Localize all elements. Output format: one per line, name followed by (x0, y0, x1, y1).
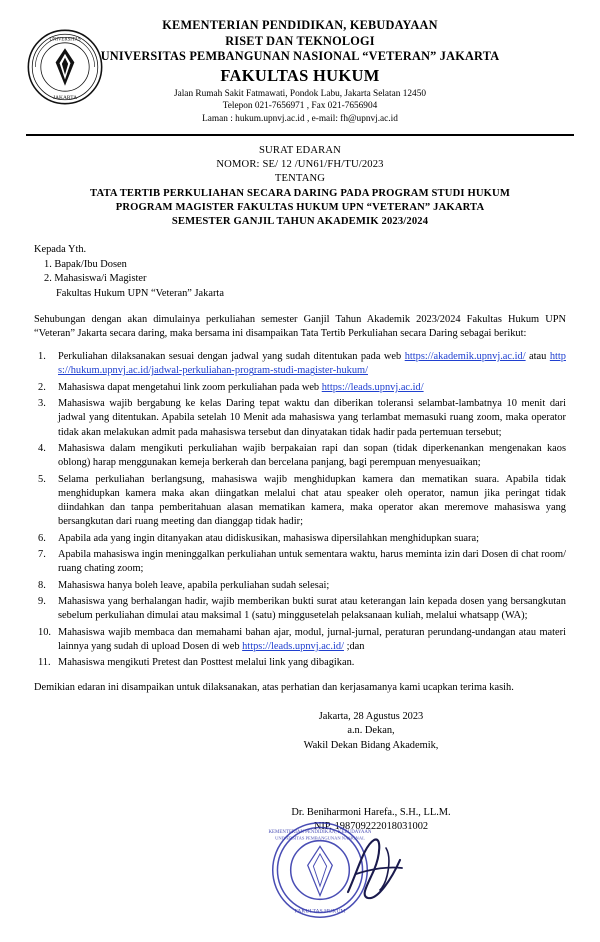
handwritten-signature (330, 830, 420, 910)
svg-text:JAKARTA: JAKARTA (52, 94, 78, 101)
signatory-name: Dr. Beniharmoni Harefa., S.H., LL.M. (291, 806, 451, 818)
list-item (34, 397, 566, 440)
title-block (0, 144, 600, 229)
item-text: Mahasiswa hanya boleh leave, apabila perkuliahan sudah selesai; (58, 579, 330, 591)
item-text-pre: Mahasiswa dapat mengetahui link zoom perkuliahan pada web (58, 381, 322, 393)
document-type: SURAT EDARAN (259, 145, 341, 156)
item-text: Mahasiswa wajib bergabung ke kelas Daring tepat waktu dan diberikan toleransi selambat-lambatnya 10 menit dari jadwal yang ditentukan. Apabila setelah 10 Menit ada mahasiswa yang terlambat memasuki ruang zoom, maka operator tidak akan melakukan admit pada mahasiswa tersebut dan dinyatakan tidak hadir pada pertemuan tersebut; (58, 398, 566, 438)
upn-veteran-jakarta-logo-icon (26, 28, 104, 106)
document-number: NOMOR: SE/ 12 /UN61/FH/TU/2023 (216, 159, 384, 171)
subject-line-2: PROGRAM MAGISTER FAKULTAS HUKUM UPN “VETERAN” JAKARTA (115, 201, 485, 213)
item-text: Selama perkuliahan berlangsung, mahasiswa wajib menghidupkan kamera dan mematikan suara. Apabila tidak menghidupkan kamera maka akan diingatkan melalui chat atau speaker oleh operator, namun jika peringat tidak diindahkan dan tanpa pemberitahuan alasan mematikan kamera, maka operator akan meremove mahasiswa yang bersangkutan dari ruang meeting dan dianggap tidak hadir; (58, 473, 566, 528)
svg-text:UNIVERSITAS: UNIVERSITAS (49, 37, 81, 43)
intro-paragraph: Sehubungan dengan akan dimulainya perkuliahan semester Ganjil Tahun Akademik 2023/2024 Fakultas Hukum UPN “Veteran” Jakarta secara daring, maka bersama ini disampaikan Tata Tertib Perkuliahan secara Daring sebagai berikut: (34, 313, 566, 339)
recipient-heading: Kepada Yth. (34, 244, 87, 256)
signature-block (34, 710, 566, 835)
subject-line-1: TATA TERTIB PERKULIAHAN SECARA DARING PADA PROGRAM STUDI HUKUM (90, 187, 510, 199)
recipient-item-1: 1. Bapak/Ibu Dosen (44, 258, 127, 270)
signature-position: Wakil Dekan Bidang Akademik, (303, 739, 439, 751)
leads-link[interactable]: https://leads.upnvj.ac.id/ (321, 381, 424, 393)
item-text-pre: Perkuliahan dilaksanakan sesuai dengan jadwal yang sudah ditentukan pada web (58, 351, 405, 363)
signature-place-date: Jakarta, 28 Agustus 2023 (318, 710, 424, 722)
closing-paragraph: Demikian edaran ini disampaikan untuk dilaksanakan, atas perhatian dan kerjasamanya kami ucapkan terima kasih. (34, 682, 514, 694)
leads-link[interactable]: https://leads.upnvj.ac.id/ (242, 640, 344, 652)
recipient-item-2: 2. Mahasiswa/i Magister (44, 273, 147, 285)
list-item (34, 579, 566, 593)
web-email-line: Laman : hukum.upnvj.ac.id , e-mail: fh@upnvj.ac.id (202, 113, 398, 124)
university-name: UNIVERSITAS PEMBANGUNAN NASIONAL “VETERAN” JAKARTA (100, 49, 500, 63)
item-text: Mahasiswa dalam mengikuti perkuliahan wajib berpakaian rapi dan sopan (tidak diperkenankan mengenakan kaos oblong) harap menggunakan kemeja berkerah dan bercelana panjang, bagi perempuan menyesuaikan; (58, 442, 566, 469)
header-divider (26, 134, 574, 136)
list-item (34, 350, 566, 379)
signatory-nip: NIP. 198709222018031002 (313, 821, 429, 833)
item-text: Mahasiswa yang berhalangan hadir, wajib memberikan bukti surat atau keterangan lain kepada dosen yang bersangkutan sebelum perkuliahan dimulai atau maksimal 1 (satu) minggusetelah pelaksanaan kuliah, melalui whatsapp (WA); (58, 595, 566, 622)
list-item (34, 473, 566, 530)
address-line: Jalan Rumah Sakit Fatmawati, Pondok Labu, Jakarta Selatan 12450 (173, 88, 426, 99)
list-item (34, 626, 566, 655)
rules-list (34, 350, 566, 670)
faculty-name: FAKULTAS HUKUM (220, 65, 380, 85)
svg-text:FAKULTAS HUKUM: FAKULTAS HUKUM (294, 908, 346, 915)
svg-text:UNIVERSITAS PEMBANGUNAN NASION: UNIVERSITAS PEMBANGUNAN NASIONAL (275, 835, 365, 841)
recipient-item-3: Fakultas Hukum UPN “Veteran” Jakarta (56, 288, 224, 299)
item-text-post: ;dan (343, 640, 365, 652)
list-item (34, 381, 566, 395)
ministry-line-2: RISET DAN TEKNOLOGI (225, 33, 375, 48)
phone-line: Telepon 021-7656971 , Fax 021-7656904 (222, 101, 378, 111)
item-text: Apabila ada yang ingin ditanyakan atau didiskusikan, mahasiswa dipersilahkan menghidupkan suara; (58, 532, 479, 544)
recipient-block (34, 243, 566, 301)
item-text-pre: Mahasiswa wajib membaca dan memahami bahan ajar, modul, jurnal-jurnal, peraturan perundang-undangan atau materi lainnya yang sudah di upload Dosen di web (58, 626, 566, 652)
document-body (0, 243, 600, 835)
signature-space (291, 753, 450, 805)
signature-on-behalf: a.n. Dekan, (347, 725, 395, 737)
svg-text:KEMENTERIAN PENDIDIKAN, KEBUDA: KEMENTERIAN PENDIDIKAN, KEBUDAYAAN (268, 830, 372, 836)
list-item (34, 442, 566, 471)
jadwal-perkuliahan-link[interactable]: https://hukum.upnvj.ac.id/jadwal-perkuliahan-program-studi-magister-hukum/ (58, 351, 566, 377)
subject-line-3: SEMESTER GANJIL TAHUN AKADEMIK 2023/2024 (171, 216, 429, 228)
about-label: TENTANG (274, 173, 326, 185)
item-text: Mahasiswa mengikuti Pretest dan Posttest melalui link yang dibagikan. (58, 657, 355, 669)
list-item (34, 595, 566, 624)
list-item (34, 548, 566, 577)
letterhead (0, 0, 600, 129)
list-item (34, 656, 566, 670)
item-text: Apabila mahasiswa ingin meninggalkan perkuliahan untuk sementara waktu, harus meminta izin dari Dosen di chat room/ ruang chating zoom; (58, 549, 566, 575)
ministry-line-1: KEMENTERIAN PENDIDIKAN, KEBUDAYAAN (162, 18, 438, 32)
akademik-link[interactable]: https://akademik.upnvj.ac.id/ (404, 351, 526, 363)
list-item (34, 532, 566, 546)
item-text-mid: atau (525, 351, 550, 363)
